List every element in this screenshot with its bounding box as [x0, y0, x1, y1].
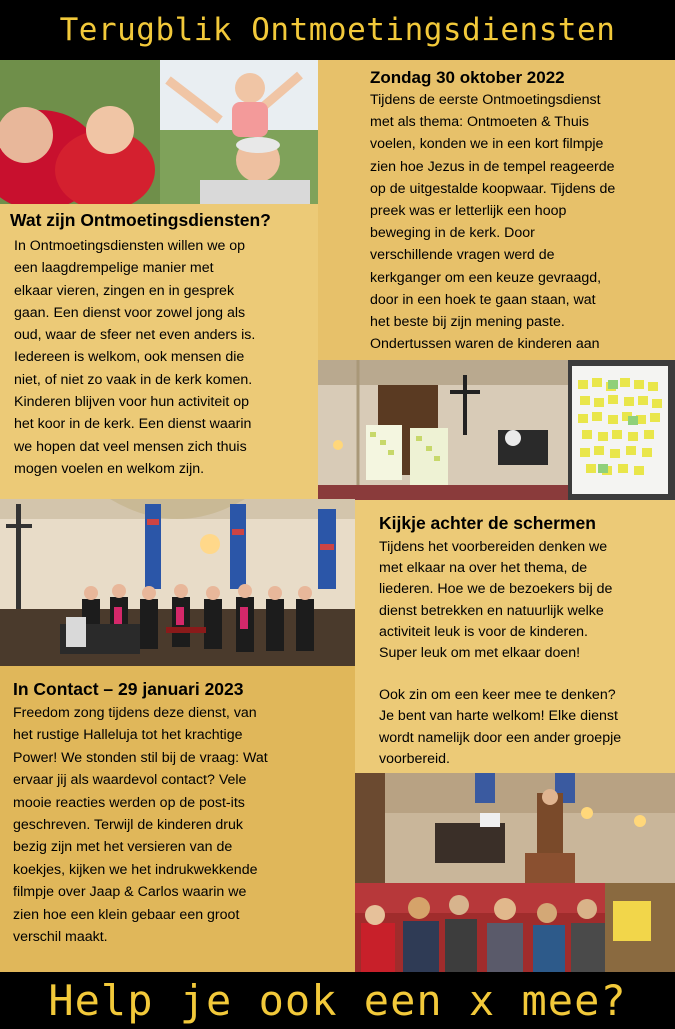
- section-heading: Wat zijn Ontmoetingsdiensten?: [10, 210, 271, 230]
- text-line: Iedereen is welkom, ook mensen die: [14, 349, 245, 366]
- text-line: verschillende vragen werd de: [370, 247, 555, 264]
- text-line: wordt namelijk door een ander groepje: [379, 729, 622, 746]
- text-line: gaan. Een dienst voor zowel jong als: [14, 304, 246, 321]
- text-line: een laagdrempelige manier met: [14, 260, 214, 277]
- text-line: het beste bij zijn mening paste.: [370, 314, 565, 331]
- section-body: [10, 235, 318, 480]
- text-line: door in een hoek te gaan staan, wat: [370, 291, 596, 308]
- text-line: Super leuk om met elkaar doen!: [379, 645, 581, 662]
- text-line: filmpje over Jaap & Carlos waarin we: [13, 884, 247, 901]
- text-line: verschil maakt.: [13, 929, 108, 946]
- text-line: voorbereid.: [379, 750, 450, 767]
- text-line: activiteit leuk is voor de kinderen.: [379, 623, 588, 640]
- text-line: koekjes, kijken we het indrukwekkende: [13, 861, 258, 878]
- text-line: ervaar jij als waardevol contact? Vele: [13, 772, 247, 789]
- section-heading: Kijkje achter de schermen: [379, 513, 596, 533]
- text-line: met als thema: Ontmoeten & Thuis: [370, 114, 589, 131]
- text-line: het rustige Halleluja tot het krachtige: [13, 727, 243, 744]
- text-line: het koor in de kerk. Een dienst waarin: [14, 416, 252, 433]
- text-line: zien hoe Jezus in de tempel reageerde: [370, 158, 615, 175]
- text-line: we hopen dat veel mensen zich thuis: [14, 438, 247, 455]
- page-title: Terugblik Ontmoetingsdiensten: [0, 0, 675, 60]
- section-behind: [355, 500, 675, 773]
- section-contact: [0, 666, 355, 972]
- photo-children-church: [355, 773, 675, 972]
- text-line: Ondertussen waren de kinderen aan: [370, 336, 600, 353]
- photo-family: [0, 60, 318, 204]
- section-what: [0, 204, 318, 499]
- photo-postits: [568, 360, 675, 500]
- text-line: Freedom zong tijdens deze dienst, van: [13, 705, 257, 721]
- text-line: mooie reacties werden op de post-its: [13, 794, 245, 811]
- call-to-action: Help je ook een x mee?: [0, 972, 675, 1029]
- text-line: zien hoe een klein gebaar een groot: [13, 906, 240, 923]
- text-line: Tijdens de eerste Ontmoetingsdienst: [370, 92, 601, 108]
- section-body: [370, 89, 675, 378]
- text-line: [379, 664, 675, 685]
- text-line: bezig zijn met het versieren van de: [13, 839, 233, 856]
- text-line: oud, waar de sfeer net even anders is.: [14, 327, 256, 344]
- text-line: Tijdens het voorbereiden denken we: [379, 539, 608, 555]
- text-line: Kinderen blijven voor hun activiteit op: [14, 394, 250, 411]
- text-line: preek was er letterlijk een hoop: [370, 203, 567, 220]
- text-line: niet, of niet zo vaak in de kerk komen.: [14, 371, 253, 388]
- section-oct: [318, 60, 675, 360]
- photo-church-flipcharts: [318, 360, 568, 500]
- section-body: [379, 537, 675, 770]
- text-line: voelen, konden we in een kort filmpje: [370, 136, 604, 153]
- text-line: kerkganger om een keuze gevraagd,: [370, 269, 602, 286]
- photo-choir: [0, 499, 355, 666]
- text-line: Power! We stonden stil bij de vraag: Wat: [13, 749, 268, 766]
- text-line: liederen. Hoe we de bezoekers bij de: [379, 581, 613, 598]
- text-line: op de uitgestalde koopwaar. Tijdens de: [370, 180, 616, 197]
- text-line: Ook zin om een keer mee te denken?: [379, 687, 616, 704]
- text-line: Je bent van harte welkom! Elke dienst: [379, 708, 618, 725]
- section-heading: In Contact – 29 januari 2023: [13, 679, 244, 699]
- text-line: In Ontmoetingsdiensten willen we op: [14, 238, 246, 254]
- section-heading: Zondag 30 oktober 2022: [370, 68, 565, 87]
- text-line: dienst betrekken en natuurlijk welke: [379, 602, 604, 619]
- text-line: met elkaar na over het thema, de: [379, 560, 588, 577]
- section-body: [13, 702, 355, 948]
- text-line: elkaar vieren, zingen en in gesprek: [14, 282, 235, 299]
- text-line: geschreven. Terwijl de kinderen druk: [13, 817, 244, 834]
- text-line: mogen voelen en welkom zijn.: [14, 460, 205, 477]
- text-line: beweging in de kerk. Door: [370, 225, 535, 242]
